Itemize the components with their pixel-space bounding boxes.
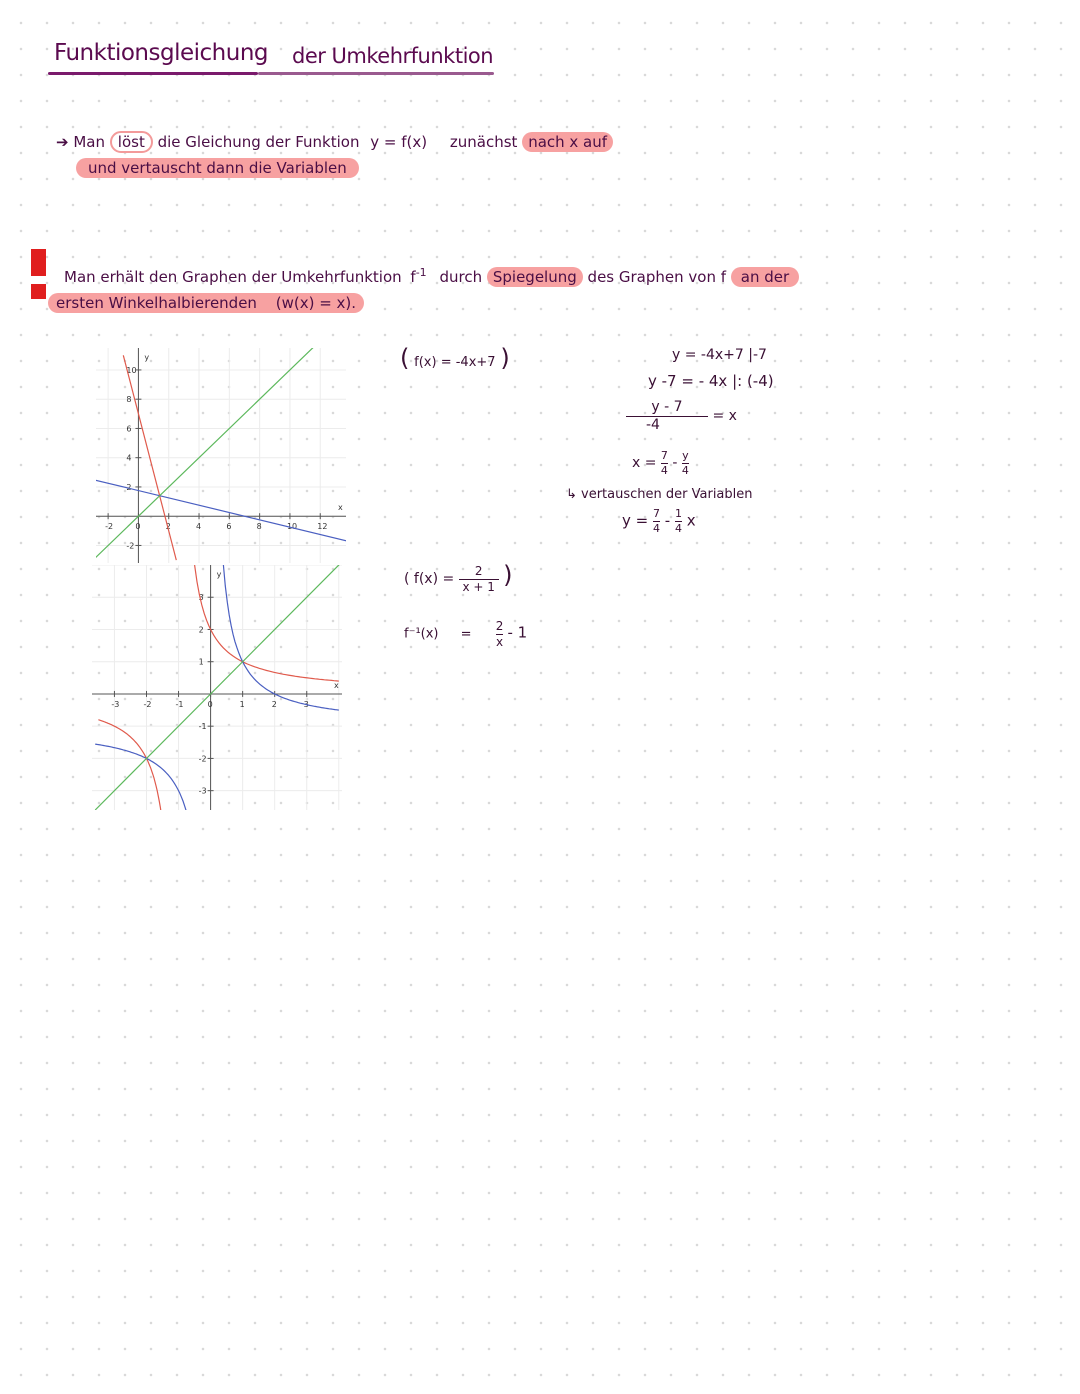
x-tick-label: -3: [111, 699, 120, 709]
ex1-step4-frac2: [682, 450, 689, 476]
ex2-given-den: x + 1: [462, 579, 495, 594]
ex2-inv-den: x: [495, 634, 504, 649]
x-tick-label: 12: [317, 522, 328, 532]
ex2-inverse: [404, 620, 527, 648]
ex2-given: [404, 561, 513, 593]
rule1-w3: die Gleichung der Funktion: [157, 133, 360, 151]
y-tick-label: 2: [198, 625, 204, 635]
ex1-given-close: ): [500, 344, 510, 372]
ex1-step5-minus: -: [664, 511, 671, 530]
x-tick-label: -2: [105, 522, 114, 532]
ex1-step2: y -7 = - 4x |: (-4): [648, 372, 774, 390]
ex2-given-lhs: ( f(x) =: [404, 571, 455, 587]
ex1-step5-lhs: y =: [622, 511, 649, 530]
y-axis-label: y: [144, 353, 150, 362]
rule2-w7: (w(x) = x).: [275, 294, 357, 312]
arrow-icon: ➔: [56, 133, 69, 151]
rule2-line1: [64, 266, 799, 286]
ex2-inv-lhs: f⁻¹(x): [404, 626, 439, 642]
ex1-step3-frac: [626, 400, 708, 432]
y-tick-label: 6: [126, 424, 132, 434]
ex1-given-eq: f(x) = -4x+7: [414, 355, 496, 370]
y-axis-label: y: [216, 570, 222, 579]
ex1-step5: [622, 508, 696, 534]
rule1-w6: nach x auf: [522, 132, 613, 152]
rule2-w2: f: [410, 268, 416, 286]
ex1-step4: [632, 450, 689, 476]
y-tick-label: 4: [126, 453, 132, 463]
rule1-w4: y = f(x): [370, 133, 428, 151]
rule2-w5: des Graphen von f: [587, 268, 727, 286]
x-tick-label: 8: [256, 522, 262, 532]
ex1-step5-f1-num: 7: [653, 507, 660, 520]
ex1-given: [400, 344, 510, 372]
ex1-step4-f2-den: 4: [681, 463, 689, 477]
rule1-line2-text: und vertauscht dann die Variablen: [76, 158, 359, 178]
graph-hyperbola: [92, 565, 342, 810]
y-tick-label: -3: [198, 786, 207, 796]
rule1-line1: [56, 133, 613, 151]
ex2-given-frac: [459, 565, 499, 593]
title-underline-2: [258, 72, 494, 75]
x-axis-label: x: [334, 680, 339, 690]
x-tick-label: 2: [165, 522, 171, 532]
ex1-step1: y = -4x+7 |-7: [672, 347, 767, 363]
y-tick-label: 1: [198, 657, 204, 667]
y-tick-label: 3: [198, 593, 204, 603]
x-tick-label: 1: [239, 699, 245, 709]
ex1-step3-rhs: = x: [712, 408, 737, 425]
rule2-w3: durch: [439, 268, 483, 286]
ex1-step5-f1-den: 4: [653, 521, 660, 535]
x-tick-label: -2: [143, 699, 152, 709]
x-axis-label: x: [338, 503, 343, 513]
series-line: [195, 565, 339, 681]
ex2-given-num: 2: [474, 563, 483, 578]
important-mark-top: [31, 249, 46, 276]
series-line: [96, 480, 346, 542]
ex1-step4-frac1: [661, 450, 668, 476]
x-tick-label: 0: [135, 522, 141, 532]
ex2-inv-num: 2: [495, 619, 504, 633]
ex1-given-open: (: [400, 344, 410, 372]
x-tick-label: 3: [303, 699, 309, 709]
ex1-step5-x: x: [686, 511, 696, 530]
fraction-bar: [626, 416, 708, 417]
series-line: [95, 565, 342, 810]
series-line: [223, 565, 338, 710]
ex2-given-close: ): [503, 561, 513, 589]
y-tick-label: 8: [126, 395, 132, 405]
series-line: [95, 744, 194, 810]
ex1-step5-f2-den: 4: [674, 521, 682, 535]
ex1-step3-num: y - 7: [651, 399, 683, 415]
y-tick-label: 10: [126, 365, 137, 375]
x-tick-label: 6: [226, 522, 232, 532]
rule2-w2sup: -1: [415, 266, 427, 279]
graph-linear: [96, 348, 346, 563]
ex1-note: ↳ vertauschen der Variablen: [566, 487, 753, 502]
title-underline-1: [48, 72, 258, 75]
rule1-w2: löst: [110, 131, 153, 153]
x-tick-label: -1: [175, 699, 184, 709]
ex1-step5-f2-num: 1: [674, 507, 682, 520]
x-tick-label: 4: [196, 522, 202, 532]
ex1-step4-f1-den: 4: [660, 463, 668, 477]
rule2-line2-hl: [48, 293, 364, 313]
ex1-step3-den: -4: [646, 416, 660, 433]
important-mark-bottom: [31, 284, 46, 299]
y-tick-label: -2: [126, 541, 135, 551]
rule1-line2: [76, 159, 359, 177]
rule2-line2-text: ersten Winkelhalbierenden: [56, 294, 257, 312]
rule2-w6: an der: [731, 267, 799, 287]
ex1-step5-frac2: [675, 508, 682, 534]
x-tick-label: 10: [286, 522, 298, 532]
ex1-step4-lhs: x =: [632, 455, 657, 472]
ex2-inv-rest: - 1: [507, 623, 528, 642]
ex1-step4-minus: -: [672, 455, 678, 472]
title-part2: der Umkehrfunktion: [292, 44, 494, 68]
ex1-step5-frac1: [653, 508, 660, 534]
y-tick-label: -1: [198, 722, 207, 732]
rule1-w5: zunächst: [449, 133, 518, 151]
rule2-w1: Man erhält den Graphen der Umkehrfunktion: [64, 268, 402, 286]
ex2-inv-eq: =: [460, 626, 472, 642]
title-part1: Funktionsgleichung: [54, 40, 268, 66]
x-tick-label: 2: [271, 699, 277, 709]
ex2-inv-frac: [496, 620, 504, 648]
ex1-step3: [626, 400, 737, 432]
ex1-step4-f2-num: y: [682, 449, 689, 462]
rule2-w4: Spiegelung: [487, 267, 583, 287]
y-tick-label: 2: [126, 482, 132, 492]
y-tick-label: -2: [198, 754, 207, 764]
rule2-line2: [48, 294, 364, 312]
x-tick-label: 0: [207, 699, 213, 709]
ex1-step4-f1-num: 7: [660, 449, 668, 462]
rule1-w1: Man: [73, 133, 105, 151]
